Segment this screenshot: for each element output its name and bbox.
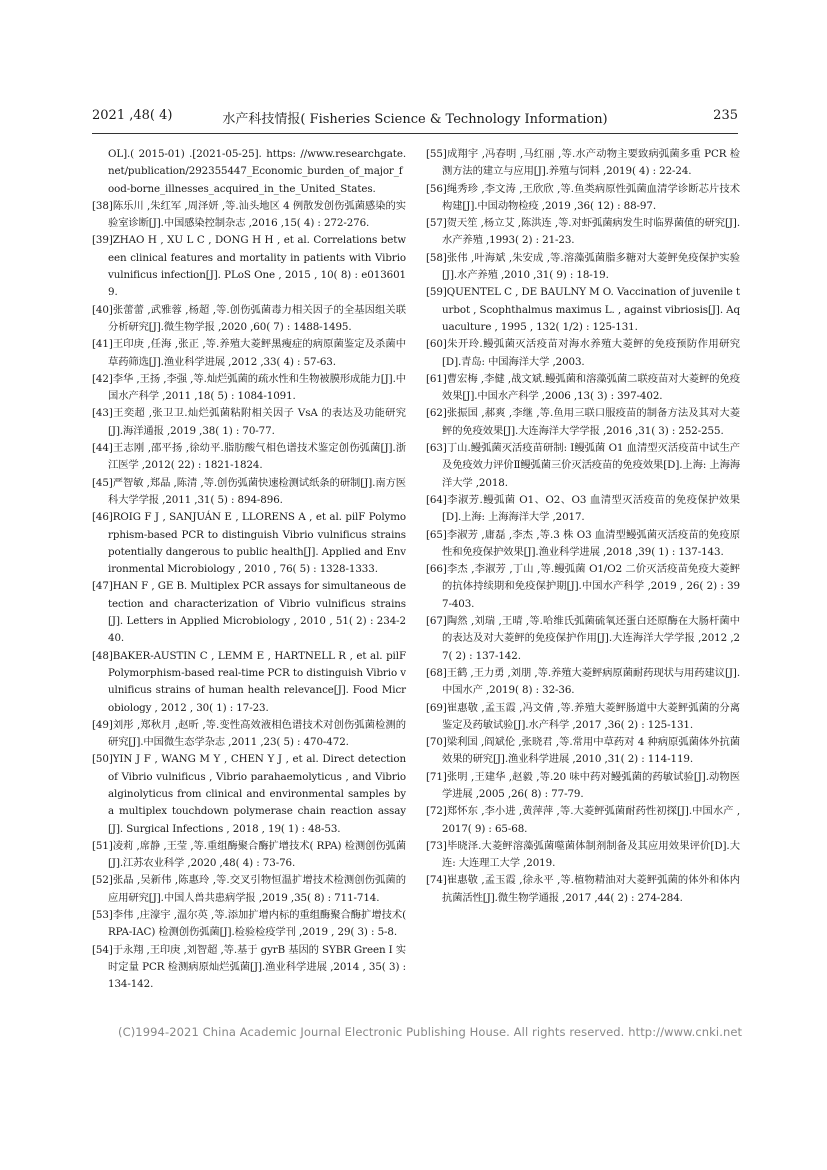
reference-entry: [48]BAKER-AUSTIN C , LEMM E , HARTNELL R , et al. pilF Polymorphism-based real-time PCR to distinguish Vibrio vulnificus strains of human health relevance[J]. Food Microbiology , 2012 , 30( 1) : 17-23. <box>92 649 406 714</box>
running-header <box>92 108 738 130</box>
reference-entry: [38]陈乐川 ,朱红军 ,周泽妍 ,等.汕头地区 4 例散发创伤弧菌感染的实验室诊断[J].中国感染控制杂志 ,2016 ,15( 4) : 272-276. <box>92 199 406 230</box>
reference-entry: [42]李华 ,王扬 ,李强 ,等.灿烂弧菌的疏水性和生物被膜形成能力[J].中国水产科学 ,2011 ,18( 5) : 1084-1091. <box>92 372 406 403</box>
reference-entry: [68]王鹤 ,王力勇 ,刘朋 ,等.养殖大菱鲆病原菌耐药现状与用药建议[J].中国水产 ,2019( 8) : 32-36. <box>426 666 740 697</box>
reference-entry: [39]ZHAO H , XU L C , DONG H H , et al. Correlations between clinical features and mortality in patients with Vibrio vulnificus infection[J]. PLoS One , 2015 , 10( 8) : e0136019. <box>92 234 406 299</box>
reference-entry: [41]王印庚 ,任海 ,张正 ,等.养殖大菱鲆黑瘦症的病原菌鉴定及杀菌中草药筛选[J].渔业科学进展 ,2012 ,33( 4) : 57-63. <box>92 338 406 368</box>
reference-entry: [67]陶然 ,刘瑞 ,王晴 ,等.哈维氏弧菌硫氧还蛋白还原酶在大肠杆菌中的表达及对大菱鲆的免疫保护作用[J].大连海洋大学学报 ,2012 ,27( 2) : 137-142. <box>426 615 740 662</box>
reference-entry: [71]张明 ,王建华 ,赵毅 ,等.20 味中药对鳗弧菌的药敏试验[J].动物医学进展 ,2005 ,26( 8) : 77-79. <box>426 770 740 800</box>
reference-entry: [60]朱开玲.鳗弧菌灭活疫苗对海水养殖大菱鲆的免疫预防作用研究[D].青岛: 中国海洋大学 ,2003. <box>426 338 740 368</box>
reference-entry: [53]李伟 ,庄濠宇 ,温尔英 ,等.添加扩增内标的重组酶聚合酶扩增技术( RPA-IAC) 检测创伤弧菌[J].检验检疫学刊 ,2019 , 29( 3) : 5-8. <box>92 909 406 939</box>
reference-entry: [40]张蕾蕾 ,武雅蓉 ,杨超 ,等.创伤弧菌毒力相关因子的全基因组关联分析研究[J].微生物学报 ,2020 ,60( 7) : 1488-1495. <box>92 303 406 333</box>
reference-column-left <box>92 146 406 994</box>
reference-entry: [55]成翔宇 ,冯春明 ,马红丽 ,等.水产动物主要致病弧菌多重 PCR 检测方法的建立与应用[J].养殖与饲料 ,2019( 4) : 22-24. <box>426 148 740 178</box>
reference-entry: [69]崔惠敬 ,孟玉霞 ,冯文倩 ,等.养殖大菱鲆肠道中大菱鲆弧菌的分离鉴定及药敏试验[J].水产科学 ,2017 ,36( 2) : 125-131. <box>426 701 740 731</box>
reference-entry: [43]王奕超 ,张卫卫.灿烂弧菌粘附相关因子 VsA 的表达及功能研究[J].海洋通报 ,2019 ,38( 1) : 70-77. <box>92 407 406 437</box>
reference-entry: [56]绳秀珍 ,李文涛 ,王欣欣 ,等.鱼类病原性弧菌血清学诊断芯片技术构建[J].中国动物检疫 ,2019 ,36( 12) : 88-97. <box>426 182 740 212</box>
journal-title: 水产科技情报( Fisheries Science & Technology Information) <box>222 112 608 127</box>
reference-entry: [63]丁山.鳗弧菌灭活疫苗研制: Ⅰ鳗弧菌 O1 血清型灭活疫苗中试生产及免疫效力评价Ⅱ鳗弧菌三价灭活疫苗的免疫效果[D].上海: 上海海洋大学 ,2018. <box>426 442 740 489</box>
reference-entry: [44]王志刚 ,邵平扬 ,徐幼平.脂肪酸气相色谱技术鉴定创伤弧菌[J].浙江医学 ,2012( 22) : 1821-1824. <box>92 442 406 472</box>
reference-entry: [49]刘彤 ,郑秋月 ,赵昕 ,等.变性高效液相色谱技术对创伤弧菌检测的研究[J].中国微生态学杂志 ,2011 ,23( 5) : 470-472. <box>92 718 406 749</box>
reference-entry: [57]贺天笙 ,杨立艾 ,陈洪连 ,等.对虾弧菌病发生时临界菌值的研究[J].水产养殖 ,1993( 2) : 21-23. <box>426 217 740 247</box>
reference-continuation: OL].( 2015-01) .[2021-05-25]. https: //www.researchgate.net/publication/292355447_Economic_burden_of_major_food-borne_illnesses_acquired_in_the_United_States. <box>108 148 406 195</box>
reference-entry: [73]毕晓泽.大菱鲆溶藻弧菌噬菌体制剂制备及其应用效果评价[D].大连: 大连理工大学 ,2019. <box>426 839 740 870</box>
page-number: 235 <box>713 108 738 123</box>
reference-entry: [74]崔惠敬 ,孟玉霞 ,徐永平 ,等.植物精油对大菱鲆弧菌的体外和体内抗菌活性[J].微生物学通报 ,2017 ,44( 2) : 274-284. <box>426 874 740 904</box>
reference-entry: [46]ROIG F J , SANJUÁN E , LLORENS A , et al. pilF Polymorphism-based PCR to distinguish Vibrio vulnificus strains potentially dangerous to public health[J]. Applied and Environmental Microbiology , 2010 , 76( 5) : 1328-1333. <box>92 511 406 576</box>
reference-entry: [50]YIN J F , WANG M Y , CHEN Y J , et al. Direct detection of Vibrio vulnificus , Vibrio parahaemolyticus , and Vibrio alginolyticus from clinical and environmental samples by a multiplex touchdown polymerase chain reaction assay[J]. Surgical Infections , 2018 , 19( 1) : 48-53. <box>92 753 406 835</box>
copyright-watermark: (C)1994-2021 China Academic Journal Electronic Publishing House. All rights reserved. http://www.cnki.net <box>118 1025 743 1039</box>
reference-entry: [58]张伟 ,叶海斌 ,朱安成 ,等.溶藻弧菌脂多糖对大菱鲆免疫保护实验[J].水产养殖 ,2010 ,31( 9) : 18-19. <box>426 251 740 282</box>
volume-issue: 2021 ,48( 4) <box>92 108 173 123</box>
reference-entry: [62]张振国 ,郝爽 ,李继 ,等.鱼用三联口服疫苗的制备方法及其对大菱鲆的免疫效果[J].大连海洋大学学报 ,2016 ,31( 3) : 252-255. <box>426 407 740 437</box>
reference-entry: [59]QUENTEL C , DE BAULNY M O. Vaccination of juvenile turbot , Scophthalmus maximus L. , against vibriosis[J]. Aquaculture , 1995 , 132( 1/2) : 125-131. <box>426 286 740 333</box>
reference-entry: [65]李淑芳 ,庸磊 ,李杰 ,等.3 株 O3 血清型鳗弧菌灭活疫苗的免疫原性和免疫保护效果[J].渔业科学进展 ,2018 ,39( 1) : 137-143. <box>426 528 740 558</box>
reference-entry: [51]凌莉 ,席静 ,王莹 ,等.重组酶聚合酶扩增技术( RPA) 检测创伤弧菌[J].江苏农业科学 ,2020 ,48( 4) : 73-76. <box>92 839 406 870</box>
reference-entry: [66]李杰 ,李淑芳 ,丁山 ,等.鳗弧菌 O1/O2 二价灭活疫苗免疫大菱鲆的抗体持续期和免疫保护期[J].中国水产科学 ,2019 , 26( 2) : 397-403. <box>426 563 740 610</box>
reference-entry: [54]于永翔 ,王印庚 ,刘智超 ,等.基于 gyrB 基因的 SYBR Green I 实时定量 PCR 检测病原灿烂弧菌[J].渔业科学进展 ,2014 , 35( 3) : 134-142. <box>92 943 406 991</box>
reference-entry: [52]张晶 ,吴新伟 ,陈惠玲 ,等.交叉引物恒温扩增技术检测创伤弧菌的应用研究[J].中国人兽共患病学报 ,2019 ,35( 8) : 711-714. <box>92 874 406 904</box>
reference-entry: [70]梁利国 ,阎斌伦 ,张晓君 ,等.常用中草药对 4 种病原弧菌体外抗菌效果的研究[J].渔业科学进展 ,2010 ,31( 2) : 114-119. <box>426 736 740 766</box>
reference-entry: [61]曹宏梅 ,李健 ,战文斌.鳗弧菌和溶藻弧菌二联疫苗对大菱鲆的免疫效果[J].中国水产科学 ,2006 ,13( 3) : 397-402. <box>426 372 740 403</box>
header-rule <box>92 133 738 134</box>
reference-entry: [47]HAN F , GE B. Multiplex PCR assays for simultaneous detection and characterization of Vibrio vulnificus strains [J]. Letters in Applied Microbiology , 2010 , 51( 2) : 234-240. <box>92 580 406 645</box>
reference-column-right <box>426 146 740 907</box>
reference-entry: [64]李淑芳.鳗弧菌 O1、O2、O3 血清型灭活疫苗的免疫保护效果[D].上海: 上海海洋大学 ,2017. <box>426 493 740 524</box>
reference-entry: [45]严智敏 ,郑晶 ,陈清 ,等.创伤弧菌快速检测试纸条的研制[J].南方医科大学学报 ,2011 ,31( 5) : 894-896. <box>92 476 406 506</box>
reference-entry: [72]郑怀东 ,李小进 ,黄萍萍 ,等.大菱鲆弧菌耐药性初探[J].中国水产 ,2017( 9) : 65-68. <box>426 805 740 835</box>
